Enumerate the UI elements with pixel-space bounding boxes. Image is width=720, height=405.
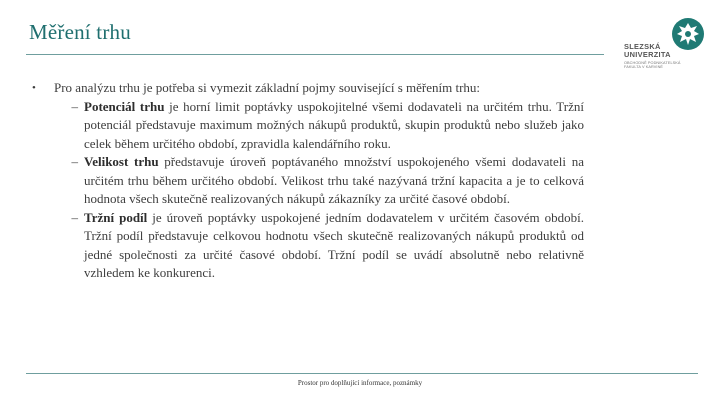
sub-bullet-text bbox=[84, 153, 584, 209]
sub-bullet-item bbox=[32, 98, 584, 154]
dash-icon: – bbox=[71, 154, 78, 169]
dash-icon: – bbox=[71, 98, 78, 114]
university-name-line1: SLEZSKÁ bbox=[624, 42, 661, 51]
slide-content bbox=[32, 79, 584, 283]
sub-bullet-item bbox=[32, 209, 584, 283]
term-definition: představuje úroveň poptávaného množství uspokojeného všemi dodavateli na určitém trhu během určitého období. Velikost trhu také nazývaná tržní kapacita a je to celková hodnota všech skutečně realizovaných nákupů zákazníky za určité časové období. bbox=[84, 154, 584, 206]
faculty-name bbox=[624, 61, 704, 70]
university-logo bbox=[624, 17, 706, 70]
term-label: Potenciál trhu bbox=[84, 98, 165, 114]
term-definition: je horní limit poptávky uspokojitelné všemi dodavateli na určitém trhu. Tržní potenciál představuje maximum možných nákupů produktů, skupin produktů nebo služeb jako celek během určitého období, zpravidla kalendářního roku. bbox=[84, 98, 584, 151]
slide-title: Měření trhu bbox=[29, 20, 131, 44]
university-emblem-icon bbox=[671, 17, 705, 51]
faculty-name-line2: FAKULTA V KARVINÉ bbox=[624, 65, 664, 70]
faculty-name-line1: OBCHODNĚ PODNIKATELSKÁ bbox=[624, 61, 681, 65]
sub-bullet-text bbox=[84, 209, 584, 283]
university-name-line2: UNIVERZITA bbox=[624, 50, 671, 59]
term-label: Velikost trhu bbox=[84, 154, 159, 169]
title-divider bbox=[26, 54, 604, 55]
university-name bbox=[624, 43, 674, 59]
dash-icon: – bbox=[71, 209, 78, 225]
bullet-icon: • bbox=[32, 82, 36, 94]
bullet-intro-text: Pro analýzu trhu je potřeba si vymezit základní pojmy související s měřením trhu: bbox=[54, 80, 481, 95]
term-definition: je úroveň poptávky uspokojené jedním dodavatelem v určitém časovém období. Tržní podíl představuje celkovou hodnotu všech skutečně realizovaných nákupů produktů od jedné společnosti za určité časové období. Tržní podíl se uvádí absolutně nebo relativně vzhledem ke konkurenci. bbox=[84, 209, 584, 280]
footer-notes: Prostor pro doplňující informace, poznámky bbox=[297, 379, 423, 387]
term-label: Tržní podíl bbox=[84, 209, 148, 225]
sub-bullet-text bbox=[84, 98, 584, 154]
footer-divider bbox=[26, 373, 698, 374]
bullet-item bbox=[32, 79, 584, 98]
sub-bullet-item bbox=[32, 153, 584, 209]
